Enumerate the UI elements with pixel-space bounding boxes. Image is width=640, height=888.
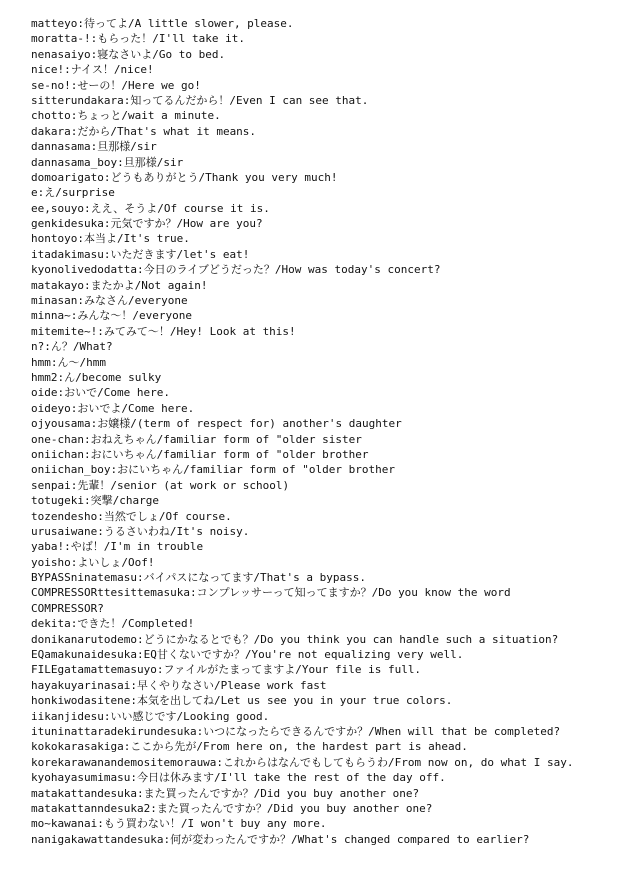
text-line: donikanarutodemo:どうにかなるとでも？/Do you think you can handle such a situation? [31,632,559,646]
text-line: kyohayasumimasu:今日は休みます/I'll take the rest of the day off. [31,771,446,785]
text-line: senpai:先輩！/senior (at work or school) [31,478,290,492]
text-line: hontoyo:本当よ/It's true. [31,232,190,246]
text-line: hayakuyarinasai:早くやりなさい/Please work fast [31,678,327,692]
text-line: itadakimasu:いただきます/let's eat! [31,247,250,261]
text-line: mitemite~!:みてみて～！/Hey! Look at this! [31,324,296,338]
text-line: oide:おいで/Come here. [31,386,170,400]
text-line: hmm2:ん/become sulky [31,370,162,384]
text-line: nice!:ナイス！/nice! [31,63,154,77]
text-line: se-no!:せーの！/Here we go! [31,78,201,92]
text-line: minasan:みなさん/everyone [31,294,188,308]
text-line: COMPRESSOR? [31,601,104,615]
text-line: yoisho:よいしょ/Oof! [31,555,155,569]
text-line: FILEgatamattemasuyo:ファイルがたまってますよ/Your file is full. [31,663,422,677]
text-line: BYPASSninatemasu:バイパスになってます/That's a bypass. [31,571,366,585]
text-line: dannasama_boy:旦那様/sir [31,155,184,169]
text-document [31,16,631,847]
text-line: hmm:ん～/hmm [31,355,106,369]
text-line: yaba!:やば！/I'm in trouble [31,540,204,554]
text-line: moratta-!:もらった！/I'll take it. [31,32,245,46]
text-line: COMPRESSORttesittemasuka:コンプレッサーって知ってますか？/Do you know the word [31,586,511,600]
text-line: dannasama:旦那様/sir [31,140,157,154]
text-line: oniichan_boy:おにいちゃん/familiar form of "older brother [31,463,396,477]
text-line: ituninattaradekirundesuka:いつになったらできるんですか？/When will that be completed? [31,724,561,738]
text-line: tozendesho:当然でしょ/Of course. [31,509,232,523]
text-line: domoarigato:どうもありがとう/Thank you very much! [31,170,338,184]
text-line: minna~:みんな～！/everyone [31,309,192,323]
text-line: ojyousama:お嬢様/(term of respect for) another's daughter [31,417,402,431]
text-line: ee,souyo:ええ、そうよ/Of course it is. [31,201,270,215]
text-line: mo~kawanai:もう買わない！/I won't buy any more. [31,817,327,831]
text-line: dekita:できた！/Completed! [31,617,195,631]
text-line: n?:ん？/What? [31,340,113,354]
text-line: kokokarasakiga:ここから先が/From here on, the hardest part is ahead. [31,740,468,754]
text-line: iikanjidesu:いい感じです/Looking good. [31,709,270,723]
text-line: totugeki:突撃/charge [31,494,159,508]
text-line: urusaiwane:うるさいわね/It's noisy. [31,524,250,538]
text-line: genkidesuka:元気ですか？/How are you? [31,217,263,231]
text-line: matteyo:待ってよ/A little slower, please. [31,17,294,30]
text-line: matakattanndesuka2:また買ったんですか？/Did you buy another one? [31,801,433,815]
text-line: one-chan:おねえちゃん/familiar form of "older sister [31,432,362,446]
text-line: nanigakawattandesuka:何が変わったんですか？/What's changed compared to earlier? [31,832,530,846]
text-line: EQamakunaidesuka:EQ甘くないですか？/You're not equalizing very well. [31,648,464,662]
text-line: oideyo:おいでよ/Come here. [31,401,195,415]
text-line: korekarawanandemositemorauwa:これからはなんでもしてもらうわ/From now on, do what I say. [31,755,574,769]
text-line: dakara:だから/That's what it means. [31,124,257,138]
text-line: chotto:ちょっと/wait a minute. [31,109,221,123]
text-line: honkiwodasitene:本気を出してね/Let us see you in your true colors. [31,694,453,708]
text-line: nenasaiyo:寝なさいよ/Go to bed. [31,47,226,61]
text-line: kyonolivedodatta:今日のライブどうだった？/How was today's concert? [31,263,441,277]
text-line: oniichan:おにいちゃん/familiar form of "older brother [31,447,369,461]
text-line: e:え/surprise [31,186,115,200]
text-line: matakattandesuka:また買ったんですか？/Did you buy another one? [31,786,420,800]
text-line: sitterundakara:知ってるんだから！/Even I can see that. [31,93,369,107]
text-line: matakayo:またかよ/Not again! [31,278,208,292]
